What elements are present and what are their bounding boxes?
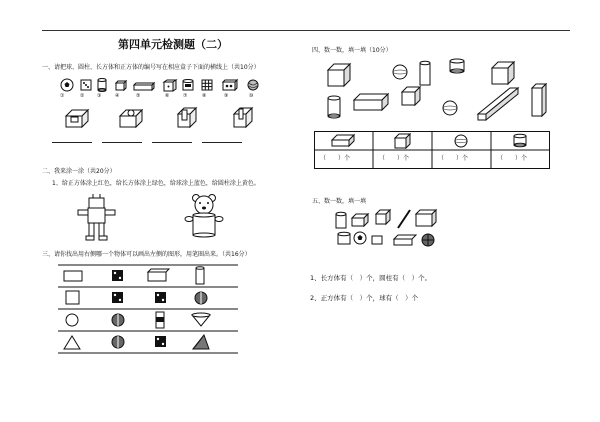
bear-figure [184, 193, 224, 245]
item-number: ② [80, 93, 85, 99]
section5-question1: 1、长方体有（ ）个，圆柱有（ ）个。 [310, 274, 432, 282]
count-cell-cuboid[interactable]: （ ）个 [320, 155, 351, 162]
section2-instruction: 1、给正方体涂上红色，给长方体涂上绿色，给球涂上蓝色，给圆柱涂上黄色。 [52, 180, 260, 187]
soccer-ball-icon [60, 78, 74, 92]
answer-line-cube[interactable] [202, 142, 242, 143]
section5-question2: 2、正方体有（ ）个，球有（ ）个 [310, 294, 419, 302]
count-cell-sphere[interactable]: （ ）个 [438, 155, 469, 162]
section2-heading: 二、我来涂一涂（共20分） [42, 168, 116, 175]
match-table [58, 265, 238, 353]
item-number: ③ [97, 93, 102, 99]
item-number: ⑤ [136, 93, 141, 99]
solids-picture [320, 58, 570, 124]
robot-figure [76, 192, 118, 244]
dice-icon [80, 79, 92, 91]
item-number: ① [60, 93, 65, 99]
count-cell-cylinder[interactable]: （ ）个 [497, 155, 528, 162]
section3-heading: 三、请你找出用右侧哪一个物体可以画出左侧的图形，用笔圈出来。（共16分） [42, 251, 251, 258]
item-number: ⑨ [224, 93, 229, 99]
cuboid-box [176, 106, 198, 128]
count-table [314, 131, 550, 169]
count-cell-cube[interactable]: （ ）个 [379, 155, 410, 162]
item-number: ⑦ [183, 93, 188, 99]
rectangular-bar-icon [133, 82, 155, 91]
item-number: ⑥ [165, 93, 170, 99]
gift-box-icon [222, 79, 238, 91]
sphere-box [64, 108, 90, 128]
section4-heading: 四、数一数，填一填（10分） [312, 47, 392, 54]
cube-box [232, 106, 254, 128]
answer-line-cuboid[interactable] [152, 142, 192, 143]
item-number: ⑧ [202, 93, 207, 99]
rubik-cube-icon [201, 79, 213, 91]
header-rule [42, 30, 570, 31]
section1-heading: 一、请把球、圆柱、长方体和正方体的编号写在相应盒子下面的横线上（共10分） [42, 64, 260, 71]
item-number: ⑩ [249, 93, 254, 99]
yarn-ball-icon [247, 79, 260, 91]
answer-line-cylinder[interactable] [102, 142, 142, 143]
cylinder-icon [182, 79, 194, 92]
cube-icon [163, 79, 177, 92]
answer-line-sphere[interactable] [52, 142, 92, 143]
objects-picture [332, 206, 440, 250]
can-icon [97, 78, 107, 92]
section5-heading: 五、数一数，填一填 [312, 198, 367, 205]
box-icon [115, 80, 127, 91]
item-number: ④ [115, 93, 120, 99]
page-title: 第四单元检测题（二） [118, 38, 228, 51]
cylinder-box [118, 108, 144, 128]
